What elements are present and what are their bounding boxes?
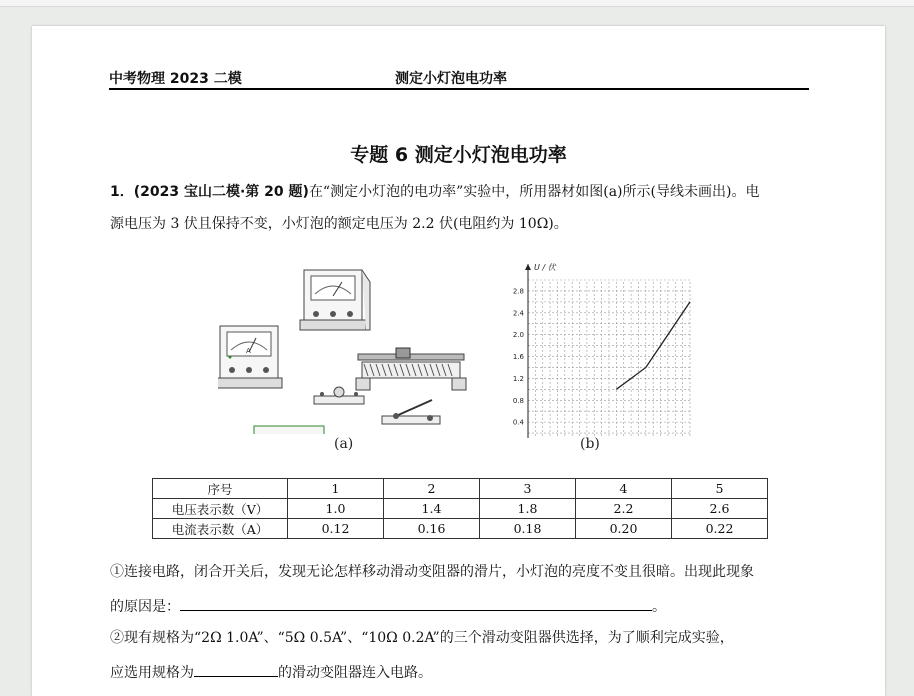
table-header-cell: 4	[576, 479, 672, 499]
y-axis-label: U / 伏	[534, 263, 556, 272]
ammeter-drawing	[218, 326, 282, 388]
viewer-top-bar	[0, 0, 914, 7]
table-header-cell: 1	[288, 479, 384, 499]
switch-drawing	[382, 400, 440, 424]
voltmeter-drawing	[300, 270, 370, 330]
table-header-cell: 3	[480, 479, 576, 499]
table-header-cell: 序号	[153, 479, 288, 499]
question-text	[110, 182, 810, 234]
page-title: 专题 6 测定小灯泡电功率	[350, 144, 567, 166]
y-tick-label: 1.2	[512, 374, 524, 383]
question-label: 1．(2023 宝山二模·第 20 题)	[110, 184, 309, 200]
table-cell: 1.0	[288, 499, 384, 519]
answer-blank-2[interactable]	[194, 662, 278, 677]
y-axis-arrow	[525, 264, 531, 270]
q2-prefix: 应选用规格为	[110, 665, 194, 681]
rheostat-switch-figure	[352, 344, 472, 434]
u-i-chart	[482, 248, 702, 438]
table-row	[153, 519, 768, 539]
y-tick-label: 0.4	[512, 418, 524, 427]
y-tick-label: 2.0	[512, 331, 524, 340]
battery-drawing	[254, 426, 324, 434]
data-table	[152, 478, 768, 539]
y-tick-label: 0.8	[512, 396, 524, 405]
q1-suffix: 。	[652, 599, 666, 615]
table-cell: 0.22	[672, 519, 768, 539]
page-header	[109, 66, 809, 90]
table-cell: 0.20	[576, 519, 672, 539]
header-right: 测定小灯泡电功率	[395, 71, 507, 87]
answer-blank-1[interactable]	[180, 596, 652, 611]
rheostat-drawing	[356, 348, 466, 390]
figure-b-caption: (b)	[580, 436, 600, 452]
document-page	[32, 26, 885, 696]
table-cell: 2.6	[672, 499, 768, 519]
y-tick-label: 1.6	[512, 353, 524, 362]
table-cell: 1.4	[384, 499, 480, 519]
y-tick-label: 2.8	[512, 287, 524, 296]
header-left: 中考物理 2023 二模	[109, 71, 242, 87]
table-header-cell: 2	[384, 479, 480, 499]
table-cell: 2.2	[576, 499, 672, 519]
q2-line1: ②现有规格为“2Ω 1.0A”、“5Ω 0.5A”、“10Ω 0.2A”的三个滑动变阻器供选择，为了顺利完成实验，	[110, 630, 734, 646]
table-cell: 0.16	[384, 519, 480, 539]
q2-suffix: 的滑动变阻器连入电路。	[278, 665, 432, 681]
table-cell: 电流表示数（A）	[153, 519, 288, 539]
question-line1: 在“测定小灯泡的电功率”实验中，所用器材如图(a)所示(导线未画出)。电	[308, 184, 760, 200]
table-row	[153, 499, 768, 519]
table-header-row	[153, 479, 768, 499]
sub-question-1	[110, 562, 810, 617]
y-tick-label: 2.4	[512, 309, 524, 318]
svg-text:A: A	[246, 347, 251, 355]
table-cell: 0.18	[480, 519, 576, 539]
q1-line1: ①连接电路，闭合开关后，发现无论怎样移动滑动变阻器的滑片，小灯泡的亮度不变且很暗。出现此现象	[110, 564, 754, 580]
figure-a-caption: (a)	[334, 436, 354, 452]
question-line2: 源电压为 3 伏且保持不变，小灯泡的额定电压为 2.2 伏(电阻约为 10Ω)。	[110, 216, 568, 232]
sub-question-2	[110, 628, 810, 683]
table-cell: 0.12	[288, 519, 384, 539]
table-cell: 1.8	[480, 499, 576, 519]
q1-prefix: 的原因是：	[110, 599, 180, 615]
table-cell: 电压表示数（V）	[153, 499, 288, 519]
table-header-cell: 5	[672, 479, 768, 499]
